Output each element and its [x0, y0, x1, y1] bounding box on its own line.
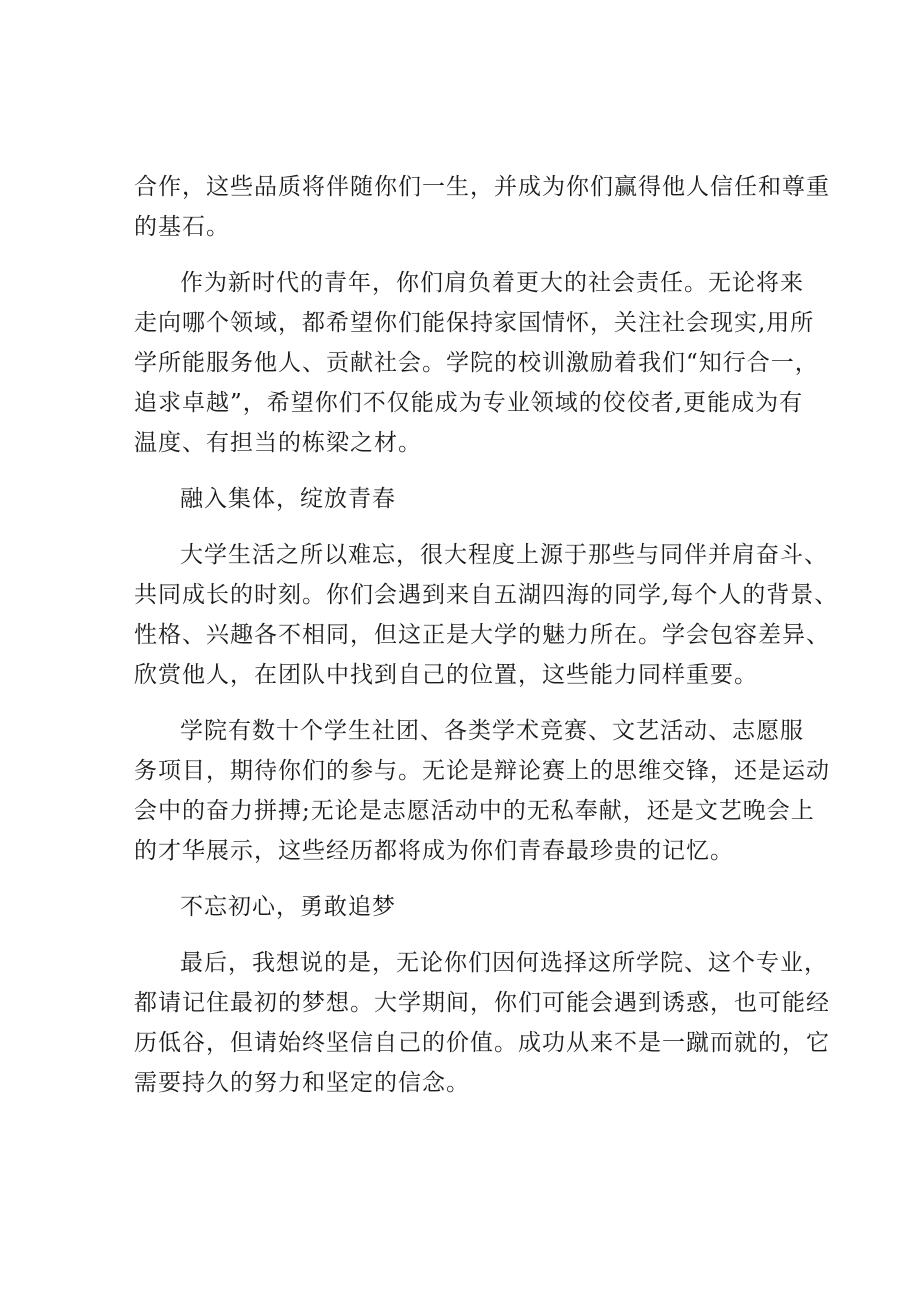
text-line: 最后，我想说的是，无论你们因何选择这所学院、这个专业， — [180, 950, 828, 976]
section-heading: 融入集体，绽放青春 — [180, 486, 396, 512]
text-line: 需要持久的努力和坚定的信念。 — [134, 1070, 470, 1096]
text-line: 学院有数十个学生社团、各类学术竞赛、文艺活动、志愿服 — [180, 718, 804, 744]
section-heading: 不忘初心，勇敢追梦 — [180, 894, 396, 920]
text-line: 性格、兴趣各不相同，但这正是大学的魅力所在。学会包容差异、 — [134, 622, 830, 648]
text-line: 历低谷，但请始终坚信自己的价值。成功从来不是一蹴而就的，它 — [134, 1030, 830, 1056]
paragraph — [134, 263, 819, 463]
text-line: 共同成长的时刻。你们会遇到来自五湖四海的同学,每个人的背景、 — [134, 582, 839, 608]
text-line: 大学生活之所以难忘，很大程度上源于那些与同伴并肩奋斗、 — [180, 542, 828, 568]
paragraph — [134, 167, 830, 247]
text-line: 走向哪个领域，都希望你们能保持家国情怀，关注社会现实,用所 — [134, 310, 815, 336]
text-line: 温度、有担当的栋梁之材。 — [134, 430, 422, 456]
text-line: 的基石。 — [134, 214, 230, 240]
text-line: 务项目，期待你们的参与。无论是辩论赛上的思维交锋，还是运动 — [134, 758, 830, 784]
paragraph — [134, 943, 830, 1103]
paragraph — [134, 711, 830, 871]
text-line: 追求卓越”，希望你们不仅能成为专业领域的佼佼者,更能成为有 — [134, 390, 804, 416]
document-body — [134, 167, 839, 1103]
text-line: 都请记住最初的梦想。大学期间，你们可能会遇到诱惑，也可能经 — [134, 990, 830, 1016]
text-line: 欣赏他人，在团队中找到自己的位置，这些能力同样重要。 — [134, 662, 758, 688]
text-line: 作为新时代的青年，你们肩负着更大的社会责任。无论将来 — [180, 270, 804, 296]
paragraph — [134, 535, 839, 695]
text-line: 合作，这些品质将伴随你们一生，并成为你们赢得他人信任和尊重 — [134, 174, 830, 200]
text-line: 学所能服务他人、贡献社会。学院的校训激励着我们“知行合一， — [134, 350, 819, 376]
text-line: 会中的奋力拼搏;无论是志愿活动中的无私奉献，还是文艺晚会上 — [134, 798, 815, 824]
text-line: 的才华展示，这些经历都将成为你们青春最珍贵的记忆。 — [134, 838, 734, 864]
